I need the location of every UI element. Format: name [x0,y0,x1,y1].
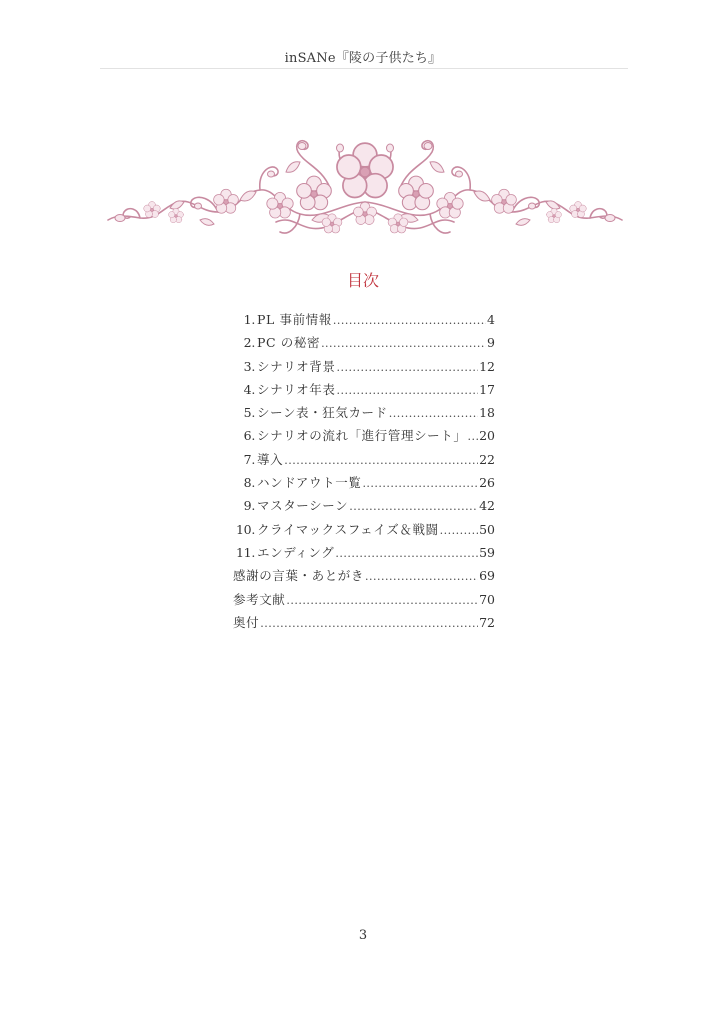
toc-entry-label: シーン表・狂気カード [257,405,388,421]
toc-entry-label: PL 事前情報 [257,312,332,327]
toc-entry[interactable] [233,590,495,613]
toc-entry-label: シナリオの流れ「進行管理シート」 [257,428,467,444]
toc-entry-number: 1. [243,312,255,327]
toc-entry[interactable] [233,496,495,519]
toc-entry-number: 10. [236,521,255,537]
toc-entry-page: 72 [479,614,495,630]
page-number: 3 [358,928,368,943]
toc-entry-number: 8. [243,475,255,491]
toc-dot-leader [336,384,478,397]
toc-entry-label: マスターシーン [257,498,349,514]
toc-entry-label: シナリオ背景 [257,358,336,374]
header-divider [100,68,628,69]
toc-entry[interactable] [233,473,495,496]
toc-dot-leader [365,570,478,583]
toc-entry[interactable] [233,333,495,356]
toc-entry-page: 9 [487,335,495,351]
toc-entry[interactable] [233,520,495,543]
toc-entry[interactable] [233,566,495,589]
toc-entry-number: 11. [236,544,255,560]
toc-dot-leader [321,337,486,350]
toc-entry[interactable] [233,543,495,566]
toc-entry-label: 導入 [257,451,284,467]
table-of-contents [233,310,495,636]
toc-entry-label: 奥付 [233,614,260,630]
toc-entry-page: 70 [479,591,495,607]
toc-entry-label: ハンドアウト一覧 [257,475,362,491]
toc-entry[interactable] [233,403,495,426]
toc-entry-page: 4 [487,312,495,327]
cherry-blossom-flourish-icon [100,128,630,246]
toc-entry-page: 22 [479,451,495,467]
toc-entry-label: 感謝の言葉・あとがき [233,568,365,584]
toc-dot-leader [467,430,478,443]
toc-dot-leader [335,547,478,560]
toc-entry-number: 5. [243,405,255,421]
toc-dot-leader [286,594,478,607]
toc-entry[interactable] [233,357,495,380]
toc-entry-page: 50 [479,521,495,537]
toc-entry-page: 59 [479,544,495,560]
toc-entry-number: 3. [243,358,255,374]
toc-dot-leader [349,500,478,513]
toc-entry-number: 9. [243,498,255,514]
toc-entry-label: PC の秘密 [257,335,321,351]
toc-entry-page: 17 [479,381,495,397]
toc-entry[interactable] [233,380,495,403]
toc-entry-label: エンディング [257,544,335,560]
toc-entry[interactable] [233,426,495,449]
toc-entry-page: 20 [479,428,495,444]
toc-entry-number: 7. [243,451,255,467]
toc-entry[interactable] [233,613,495,636]
toc-dot-leader [440,524,478,537]
toc-entry-number: 2. [243,335,255,351]
toc-entry[interactable] [233,450,495,473]
toc-entry-page: 12 [479,358,495,374]
toc-dot-leader [336,361,478,374]
toc-entry-label: クライマックスフェイズ＆戦闘 [257,521,439,537]
toc-entry-number: 6. [243,428,255,444]
toc-dot-leader [333,314,486,327]
toc-entry-page: 26 [479,475,495,491]
toc-entry-label: シナリオ年表 [257,381,336,397]
toc-entry-number: 4. [243,381,255,397]
toc-entry-label: 参考文献 [233,591,286,607]
toc-entry-page: 42 [479,498,495,514]
toc-dot-leader [362,477,478,490]
toc-title: 目次 [346,271,379,290]
toc-dot-leader [260,617,478,630]
toc-entry-page: 69 [479,568,495,584]
toc-dot-leader [389,407,478,420]
toc-entry[interactable] [233,310,495,333]
toc-dot-leader [284,454,478,467]
running-header: inSANe『陵の子供たち』 [284,51,442,66]
toc-entry-page: 18 [479,405,495,421]
